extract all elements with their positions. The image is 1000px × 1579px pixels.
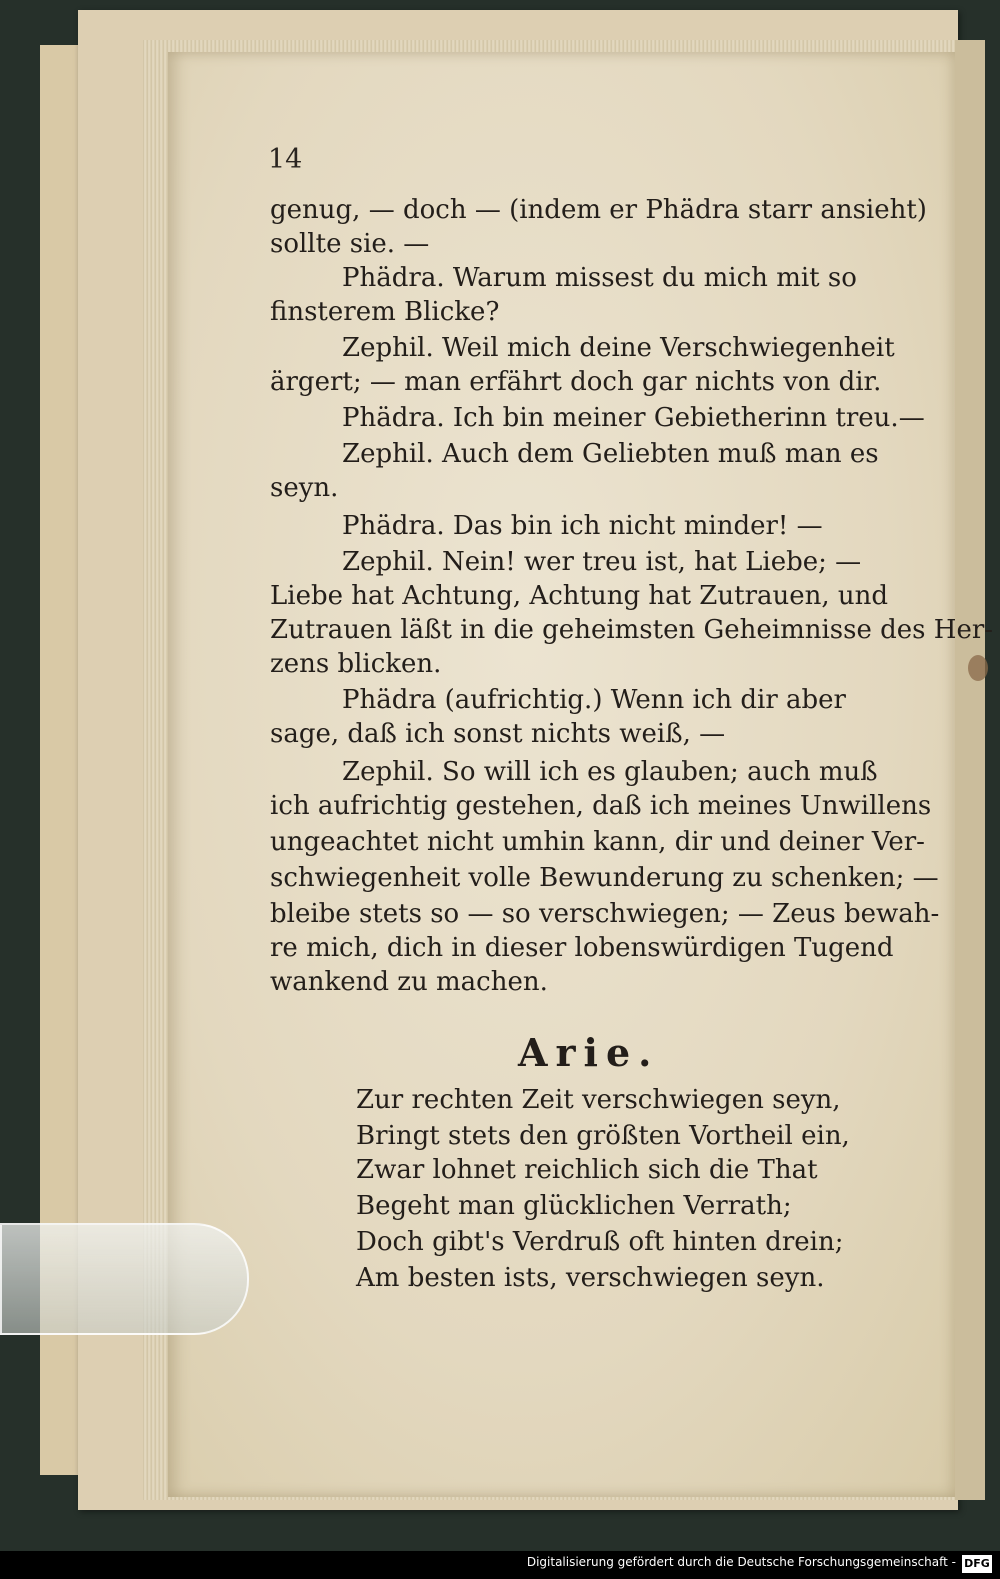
verse-line: Begeht man glücklichen Verrath; [356, 1191, 792, 1221]
text-line: Phädra. Warum missest du mich mit so [342, 263, 857, 293]
text-line: Zephil. Weil mich deine Verschwiegenheit [342, 333, 895, 363]
text-line: wankend zu machen. [270, 967, 548, 997]
page-number: 14 [268, 144, 303, 175]
text-line: bleibe stets so — so verschwiegen; — Zeus bewah- [270, 899, 940, 929]
dfg-logo: DFG [962, 1555, 992, 1573]
aria-heading: Arie. [518, 1030, 660, 1075]
text-line: Zephil. So will ich es glauben; auch muß [342, 757, 878, 787]
page-right-edge [955, 40, 985, 1500]
text-line: re mich, dich in dieser lobenswürdigen Tugend [270, 933, 894, 963]
page-holder-clip [0, 1223, 249, 1335]
text-line: Zephil. Auch dem Geliebten muß man es [342, 439, 879, 469]
text-line: sage, daß ich sonst nichts weiß, — [270, 719, 726, 749]
text-line: Phädra (aufrichtig.) Wenn ich dir aber [342, 685, 846, 715]
text-line: ärgert; — man erfährt doch gar nichts von dir. [270, 367, 882, 397]
text-line: Phädra. Ich bin meiner Gebietherinn treu.— [342, 403, 925, 433]
text-line: ungeachtet nicht umhin kann, dir und deiner Ver- [270, 827, 925, 857]
verse-line: Zwar lohnet reichlich sich die That [356, 1155, 818, 1185]
verse-line: Doch gibt's Verdruß oft hinten drein; [356, 1227, 844, 1257]
text-line: Liebe hat Achtung, Achtung hat Zutrauen, und [270, 581, 889, 611]
text-line: genug, — doch — (indem er Phädra starr ansieht) [270, 195, 927, 225]
text-line: ich aufrichtig gestehen, daß ich meines Unwillens [270, 791, 932, 821]
stain-spot [968, 655, 988, 681]
text-line: sollte sie. — [270, 229, 430, 259]
text-line: seyn. [270, 473, 339, 503]
verse-line: Am besten ists, verschwiegen seyn. [356, 1263, 825, 1293]
text-line: Zephil. Nein! wer treu ist, hat Liebe; — [342, 547, 862, 577]
verse-line: Bringt stets den größten Vortheil ein, [356, 1121, 850, 1151]
text-line: Zutrauen läßt in die geheimsten Geheimnisse des Her- [270, 615, 994, 645]
verse-line: Zur rechten Zeit verschwiegen seyn, [356, 1085, 841, 1115]
footer-credit: Digitalisierung gefördert durch die Deutsche Forschungsgemeinschaft - [526, 1555, 956, 1569]
text-line: finsterem Blicke? [270, 297, 500, 327]
text-line: zens blicken. [270, 649, 442, 679]
text-line: Phädra. Das bin ich nicht minder! — [342, 511, 823, 541]
text-line: schwiegenheit volle Bewunderung zu schenken; — [270, 863, 939, 893]
